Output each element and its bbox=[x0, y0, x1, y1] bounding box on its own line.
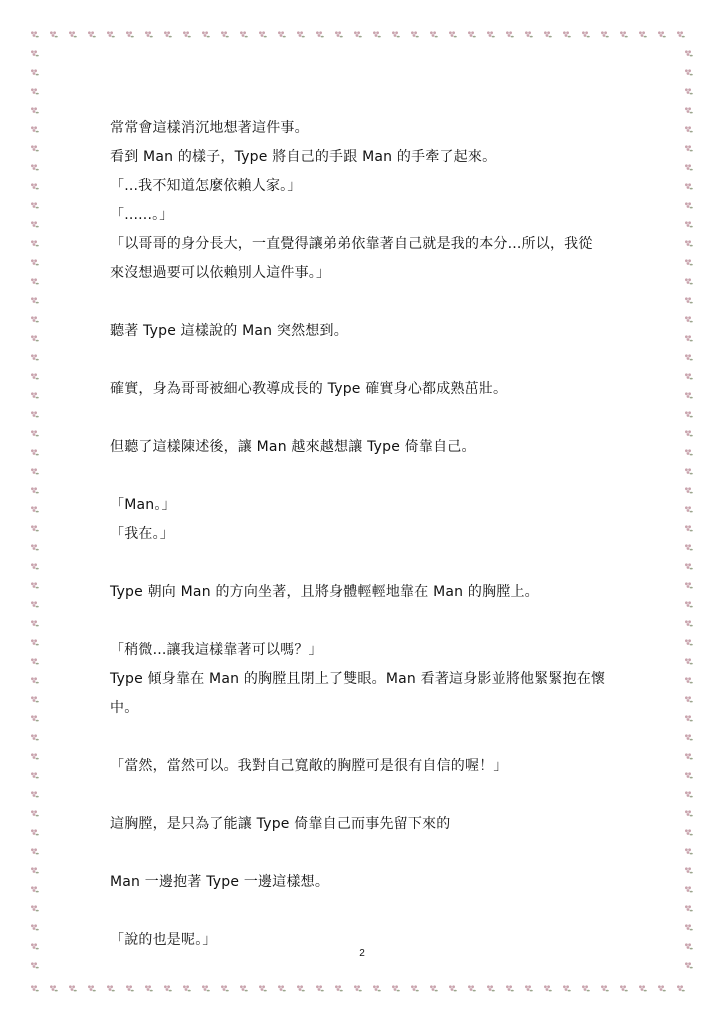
border-flower-motif bbox=[31, 278, 39, 284]
border-flower-motif bbox=[411, 985, 419, 991]
border-flower-motif bbox=[685, 430, 693, 436]
border-flower-motif bbox=[639, 985, 647, 991]
border-flower-motif bbox=[392, 985, 400, 991]
border-flower-motif bbox=[677, 985, 685, 991]
border-flower-motif bbox=[164, 985, 172, 991]
border-flower-motif bbox=[685, 886, 693, 892]
border-flower-motif bbox=[31, 677, 39, 683]
border-flower-motif bbox=[685, 563, 693, 569]
border-flower-motif bbox=[31, 50, 39, 56]
border-flower-motif bbox=[31, 639, 39, 645]
border-flower-motif bbox=[685, 278, 693, 284]
border-flower-motif bbox=[685, 696, 693, 702]
border-flower-motif bbox=[487, 985, 495, 991]
border-flower-motif bbox=[259, 31, 267, 37]
border-flower-motif bbox=[126, 985, 134, 991]
border-flower-motif bbox=[221, 31, 229, 37]
border-flower-motif bbox=[506, 31, 514, 37]
border-flower-motif bbox=[31, 221, 39, 227]
border-flower-motif bbox=[685, 392, 693, 398]
border-flower-motif bbox=[392, 31, 400, 37]
border-flower-motif bbox=[685, 753, 693, 759]
document-body bbox=[110, 114, 620, 955]
border-flower-motif bbox=[685, 183, 693, 189]
border-flower-motif bbox=[145, 985, 153, 991]
border-flower-motif bbox=[544, 985, 552, 991]
border-flower-motif bbox=[31, 202, 39, 208]
border-flower-motif bbox=[685, 202, 693, 208]
border-flower-motif bbox=[31, 715, 39, 721]
border-flower-motif bbox=[31, 31, 39, 37]
border-flower-motif bbox=[31, 753, 39, 759]
border-flower-motif bbox=[685, 297, 693, 303]
border-flower-motif bbox=[685, 791, 693, 797]
border-flower-motif bbox=[487, 31, 495, 37]
paragraph-line: 「我在。」 bbox=[110, 526, 174, 542]
border-flower-motif bbox=[685, 354, 693, 360]
border-flower-motif bbox=[50, 985, 58, 991]
border-flower-motif bbox=[685, 677, 693, 683]
border-flower-motif bbox=[31, 905, 39, 911]
blank-line bbox=[110, 607, 620, 636]
border-flower-motif bbox=[31, 468, 39, 474]
border-flower-motif bbox=[685, 88, 693, 94]
border-flower-motif bbox=[31, 601, 39, 607]
border-flower-motif bbox=[88, 985, 96, 991]
border-flower-motif bbox=[685, 734, 693, 740]
paragraph-line: 「稍微...讓我這樣靠著可以嗎？」 bbox=[110, 642, 323, 658]
border-flower-motif bbox=[620, 985, 628, 991]
border-flower-motif bbox=[563, 985, 571, 991]
border-flower-motif bbox=[316, 31, 324, 37]
border-flower-motif bbox=[107, 31, 115, 37]
border-flower-motif bbox=[685, 544, 693, 550]
border-flower-motif bbox=[259, 985, 267, 991]
border-flower-motif bbox=[685, 639, 693, 645]
border-flower-motif bbox=[354, 31, 362, 37]
border-flower-motif bbox=[430, 985, 438, 991]
border-flower-motif bbox=[31, 430, 39, 436]
border-flower-motif bbox=[544, 31, 552, 37]
border-flower-motif bbox=[31, 772, 39, 778]
border-flower-motif bbox=[430, 31, 438, 37]
border-flower-motif bbox=[685, 126, 693, 132]
border-flower-motif bbox=[31, 544, 39, 550]
border-flower-motif bbox=[411, 31, 419, 37]
blank-line bbox=[110, 723, 620, 752]
border-flower-motif bbox=[31, 316, 39, 322]
border-flower-motif bbox=[145, 31, 153, 37]
border-flower-motif bbox=[685, 506, 693, 512]
border-flower-motif bbox=[685, 164, 693, 170]
border-flower-motif bbox=[31, 335, 39, 341]
border-flower-motif bbox=[297, 985, 305, 991]
border-flower-motif bbox=[31, 582, 39, 588]
border-flower-motif bbox=[685, 107, 693, 113]
blank-line bbox=[110, 897, 620, 926]
border-flower-motif bbox=[31, 810, 39, 816]
border-flower-motif bbox=[50, 31, 58, 37]
border-flower-motif bbox=[354, 985, 362, 991]
border-flower-motif bbox=[506, 985, 514, 991]
border-flower-motif bbox=[685, 829, 693, 835]
border-flower-motif bbox=[31, 126, 39, 132]
border-flower-motif bbox=[677, 31, 685, 37]
border-flower-motif bbox=[685, 449, 693, 455]
border-flower-motif bbox=[31, 734, 39, 740]
border-flower-motif bbox=[316, 985, 324, 991]
border-flower-motif bbox=[69, 31, 77, 37]
blank-line bbox=[110, 839, 620, 868]
border-flower-motif bbox=[685, 50, 693, 56]
border-flower-motif bbox=[685, 69, 693, 75]
border-flower-motif bbox=[373, 31, 381, 37]
border-flower-motif bbox=[335, 31, 343, 37]
border-flower-motif bbox=[685, 601, 693, 607]
border-flower-motif bbox=[31, 449, 39, 455]
border-flower-motif bbox=[582, 31, 590, 37]
border-flower-motif bbox=[685, 468, 693, 474]
paragraph-line: 中。 bbox=[110, 700, 139, 716]
border-flower-motif bbox=[31, 506, 39, 512]
border-flower-motif bbox=[685, 658, 693, 664]
border-flower-motif bbox=[658, 985, 666, 991]
border-flower-motif bbox=[297, 31, 305, 37]
border-flower-motif bbox=[525, 985, 533, 991]
paragraph-line: 「...我不知道怎麼依賴人家。」 bbox=[110, 178, 302, 194]
border-flower-motif bbox=[31, 848, 39, 854]
border-flower-motif bbox=[31, 620, 39, 626]
border-flower-motif bbox=[31, 886, 39, 892]
paragraph-line: 「以哥哥的身分長大，一直覺得讓弟弟依靠著自己就是我的本分...所以，我從 bbox=[110, 236, 593, 252]
paragraph-line: 確實，身為哥哥被細心教導成長的 Type 確實身心都成熟茁壯。 bbox=[110, 381, 508, 397]
border-flower-motif bbox=[449, 31, 457, 37]
border-flower-motif bbox=[31, 164, 39, 170]
paragraph-line: 但聽了這樣陳述後，讓 Man 越來越想讓 Type 倚靠自己。 bbox=[110, 439, 476, 455]
border-flower-motif bbox=[69, 985, 77, 991]
border-flower-motif bbox=[183, 985, 191, 991]
border-flower-motif bbox=[31, 962, 39, 968]
border-flower-motif bbox=[31, 487, 39, 493]
border-flower-motif bbox=[240, 985, 248, 991]
border-flower-motif bbox=[582, 985, 590, 991]
border-flower-motif bbox=[685, 373, 693, 379]
border-flower-motif bbox=[685, 487, 693, 493]
border-flower-motif bbox=[685, 848, 693, 854]
border-flower-motif bbox=[107, 985, 115, 991]
border-flower-motif bbox=[278, 31, 286, 37]
border-flower-motif bbox=[685, 620, 693, 626]
paragraph-line: Type 朝向 Man 的方向坐著，且將身體輕輕地靠在 Man 的胸膛上。 bbox=[110, 584, 539, 600]
border-flower-motif bbox=[31, 696, 39, 702]
border-flower-motif bbox=[468, 31, 476, 37]
blank-line bbox=[110, 781, 620, 810]
paragraph-line: Man 一邊抱著 Type 一邊這樣想。 bbox=[110, 874, 330, 890]
border-flower-motif bbox=[31, 145, 39, 151]
border-flower-motif bbox=[240, 31, 248, 37]
border-flower-motif bbox=[31, 259, 39, 265]
blank-line bbox=[110, 462, 620, 491]
border-flower-motif bbox=[468, 985, 476, 991]
border-flower-motif bbox=[525, 31, 533, 37]
border-flower-motif bbox=[31, 373, 39, 379]
paragraph-line: 來沒想過要可以依賴別人這件事。」 bbox=[110, 265, 331, 281]
border-flower-motif bbox=[31, 411, 39, 417]
border-flower-motif bbox=[221, 985, 229, 991]
border-flower-motif bbox=[88, 31, 96, 37]
paragraph-line: Type 傾身靠在 Man 的胸膛且閉上了雙眼。Man 看著這身影並將他緊緊抱在懷 bbox=[110, 671, 606, 687]
border-flower-motif bbox=[685, 582, 693, 588]
border-flower-motif bbox=[639, 31, 647, 37]
border-flower-motif bbox=[31, 107, 39, 113]
paragraph-line: 「......。」 bbox=[110, 207, 174, 223]
border-flower-motif bbox=[601, 31, 609, 37]
paragraph-line: 「說的也是呢。」 bbox=[110, 932, 217, 948]
blank-line bbox=[110, 346, 620, 375]
border-flower-motif bbox=[31, 183, 39, 189]
border-flower-motif bbox=[31, 297, 39, 303]
border-flower-motif bbox=[685, 905, 693, 911]
border-flower-motif bbox=[335, 985, 343, 991]
border-flower-motif bbox=[31, 658, 39, 664]
border-flower-motif bbox=[202, 985, 210, 991]
border-flower-motif bbox=[685, 335, 693, 341]
paragraph-line: 常常會這樣消沉地想著這件事。 bbox=[110, 120, 309, 136]
border-flower-motif bbox=[685, 867, 693, 873]
border-flower-motif bbox=[31, 240, 39, 246]
border-flower-motif bbox=[31, 867, 39, 873]
border-flower-motif bbox=[31, 791, 39, 797]
paragraph-line: 這胸膛，是只為了能讓 Type 倚靠自己而事先留下來的 bbox=[110, 816, 451, 832]
border-flower-motif bbox=[685, 924, 693, 930]
border-flower-motif bbox=[685, 962, 693, 968]
paragraph-line: 聽著 Type 這樣說的 Man 突然想到。 bbox=[110, 323, 348, 339]
border-flower-motif bbox=[373, 985, 381, 991]
blank-line bbox=[110, 549, 620, 578]
border-flower-motif bbox=[31, 88, 39, 94]
border-flower-motif bbox=[685, 810, 693, 816]
border-flower-motif bbox=[601, 985, 609, 991]
border-flower-motif bbox=[31, 829, 39, 835]
border-flower-motif bbox=[31, 354, 39, 360]
border-flower-motif bbox=[685, 715, 693, 721]
border-flower-motif bbox=[202, 31, 210, 37]
border-flower-motif bbox=[31, 924, 39, 930]
border-flower-motif bbox=[685, 259, 693, 265]
border-flower-motif bbox=[685, 240, 693, 246]
border-flower-motif bbox=[31, 985, 39, 991]
blank-line bbox=[110, 288, 620, 317]
border-flower-motif bbox=[658, 31, 666, 37]
page-number: 2 bbox=[359, 948, 365, 959]
border-flower-motif bbox=[685, 525, 693, 531]
border-flower-motif bbox=[563, 31, 571, 37]
paragraph-line: 「Man。」 bbox=[110, 497, 176, 513]
border-flower-motif bbox=[164, 31, 172, 37]
blank-line bbox=[110, 404, 620, 433]
border-flower-motif bbox=[685, 411, 693, 417]
border-flower-motif bbox=[685, 772, 693, 778]
border-flower-motif bbox=[31, 563, 39, 569]
border-flower-motif bbox=[31, 525, 39, 531]
paragraph-line: 看到 Man 的樣子，Type 將自己的手跟 Man 的手牽了起來。 bbox=[110, 149, 497, 165]
paragraph-line: 「當然，當然可以。我對自己寬敞的胸膛可是很有自信的喔！」 bbox=[110, 758, 508, 774]
border-flower-motif bbox=[278, 985, 286, 991]
border-flower-motif bbox=[685, 221, 693, 227]
border-flower-motif bbox=[620, 31, 628, 37]
border-flower-motif bbox=[183, 31, 191, 37]
border-flower-motif bbox=[31, 69, 39, 75]
border-flower-motif bbox=[685, 316, 693, 322]
border-flower-motif bbox=[126, 31, 134, 37]
border-flower-motif bbox=[31, 392, 39, 398]
border-flower-motif bbox=[685, 145, 693, 151]
border-flower-motif bbox=[449, 985, 457, 991]
